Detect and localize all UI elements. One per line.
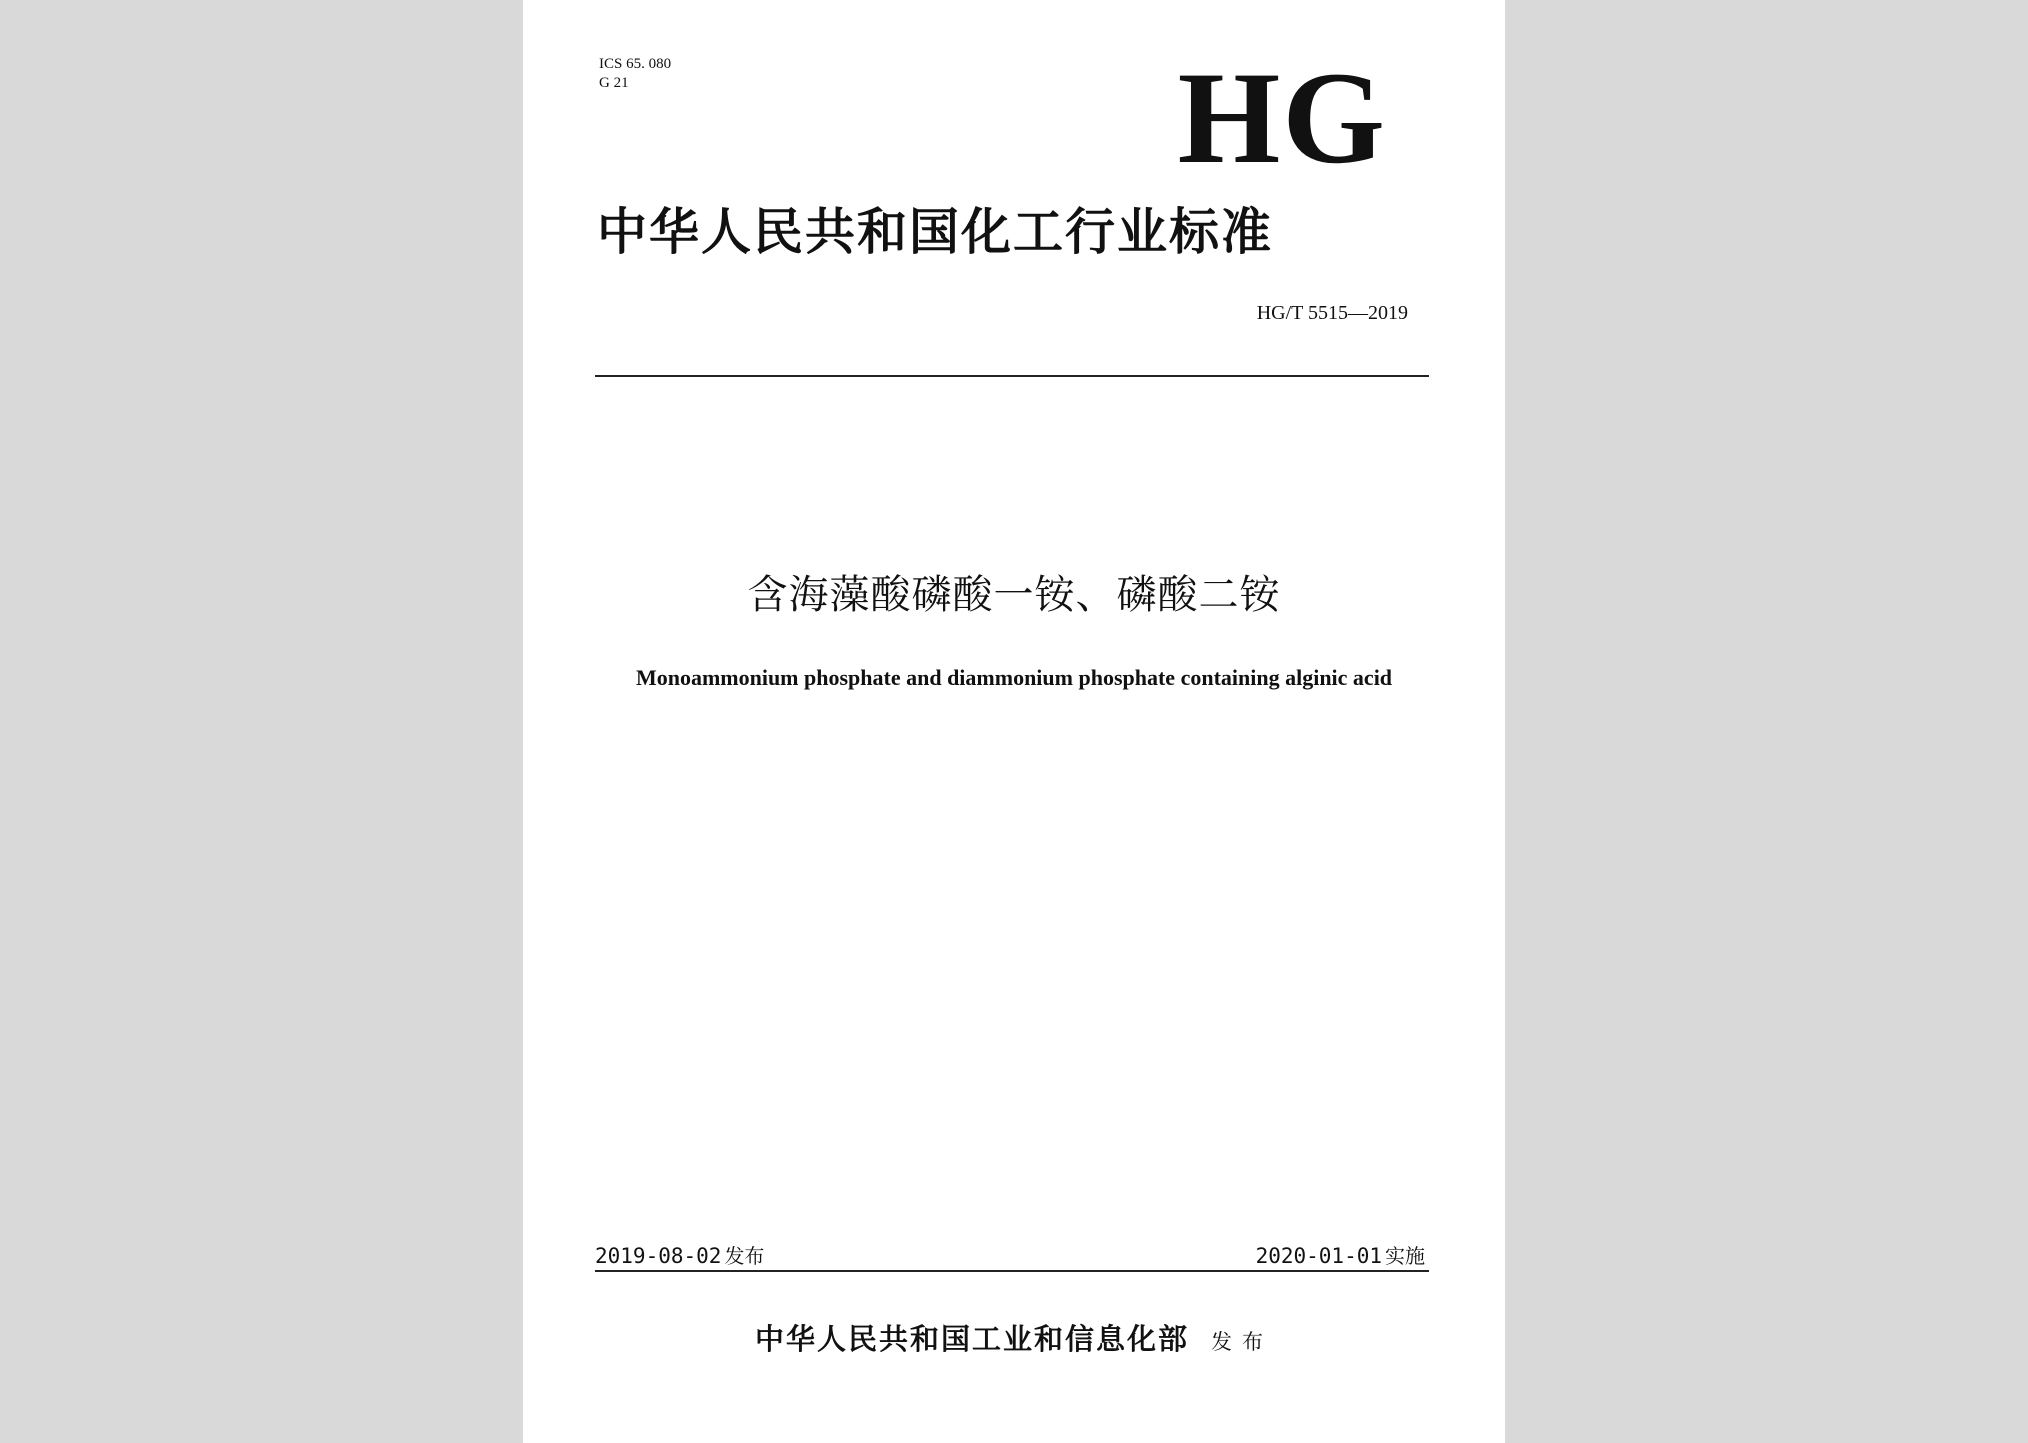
document-title-english: Monoammonium phosphate and diammonium phosphate containing alginic acid — [635, 665, 1393, 690]
issue-label: 发布 — [724, 1244, 765, 1268]
implementation-label: 实施 — [1385, 1244, 1425, 1268]
issue-date: 2019-08-02 — [595, 1244, 722, 1268]
classification-codes — [599, 55, 671, 93]
document-page — [523, 0, 1505, 1443]
document-title-chinese: 含海藻酸磷酸一铵、磷酸二铵 — [747, 572, 1281, 618]
implementation-date-block — [1256, 1240, 1425, 1269]
hg-logo-mark: HG — [1177, 44, 1387, 191]
issuer-action: 发布 — [1211, 1330, 1273, 1354]
issue-date-block — [595, 1240, 764, 1269]
issuer-line — [523, 1317, 1505, 1358]
top-divider — [595, 375, 1429, 377]
issuer-name: 中华人民共和国工业和信息化部 — [754, 1322, 1189, 1356]
standard-category-title: 中华人民共和国化工行业标准 — [597, 203, 1273, 261]
standard-number: HG/T 5515—2019 — [1256, 302, 1408, 324]
ccs-code: G 21 — [599, 75, 629, 91]
implementation-date: 2020-01-01 — [1255, 1244, 1382, 1268]
ics-code: ICS 65. 080 — [599, 56, 672, 72]
bottom-divider — [595, 1270, 1429, 1272]
